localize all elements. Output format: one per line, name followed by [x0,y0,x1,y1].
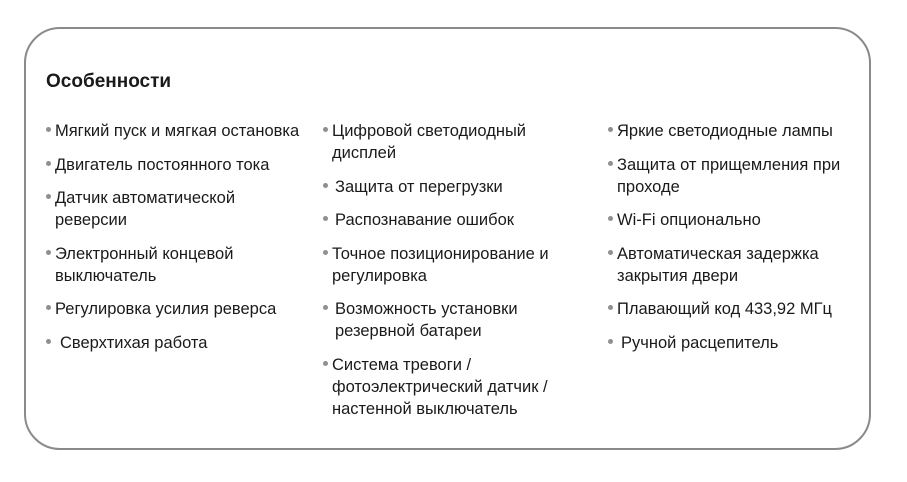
bullet-icon [323,305,328,310]
bullet-icon [608,216,613,221]
feature-text: Точное позиционирование и регулировка [332,244,549,285]
feature-item [608,298,870,320]
bullet-icon [608,250,613,255]
bullet-icon [46,250,51,255]
feature-item [46,298,301,320]
feature-item [323,243,588,287]
feature-item [46,187,301,231]
features-column-3 [608,120,870,365]
feature-text: Мягкий пуск и мягкая остановка [55,122,300,140]
feature-item [323,176,588,198]
features-column-1 [46,120,301,365]
bullet-icon [323,216,328,221]
bullet-icon [323,183,328,188]
feature-text: Wi-Fi опционально [617,211,761,229]
feature-text: Регулировка усилия реверса [55,300,277,318]
bullet-icon [608,305,613,310]
feature-text: Система тревоги / фотоэлектрический датчик / настенной выключатель [332,355,548,418]
feature-text: Электронный концевой выключатель [55,244,234,285]
feature-text: Защита от перегрузки [335,177,503,196]
bullet-icon [608,127,613,132]
bullet-icon [46,305,51,310]
bullet-icon [323,361,328,366]
bullet-icon [323,250,328,255]
feature-text: Возможность установки резервной батареи [335,300,518,340]
feature-text: Ручной расцепитель [621,333,779,352]
feature-text: Сверхтихая работа [60,333,208,352]
feature-text: Датчик автоматической реверсии [55,189,236,229]
feature-item [323,209,588,231]
feature-item [608,120,870,142]
feature-item [323,354,588,420]
feature-text: Яркие светодиодные лампы [617,122,833,140]
feature-item [46,120,301,142]
section-title: Особенности [46,71,172,92]
bullet-icon [46,194,51,199]
feature-item [608,209,870,231]
feature-text: Автоматическая задержка закрытия двери [617,244,819,285]
feature-item [46,154,301,176]
bullet-icon [46,127,51,132]
bullet-icon [46,161,51,166]
bullet-icon [608,339,613,344]
feature-text: Цифровой светодиодный дисплей [332,122,527,162]
feature-text: Двигатель постоянного тока [55,155,270,174]
feature-item [608,154,870,198]
feature-text: Защита от прищемления при проходе [617,155,841,196]
bullet-icon [608,161,613,166]
bullet-icon [46,339,51,344]
bullet-icon [323,127,328,132]
feature-text: Плавающий код 433,92 МГц [617,300,832,318]
feature-item [46,332,301,354]
feature-item [46,243,301,287]
feature-item [608,243,870,287]
features-column-2 [323,120,588,431]
feature-text: Распознавание ошибок [335,211,514,229]
feature-item [608,332,870,354]
feature-item [323,298,588,342]
feature-item [323,120,588,164]
